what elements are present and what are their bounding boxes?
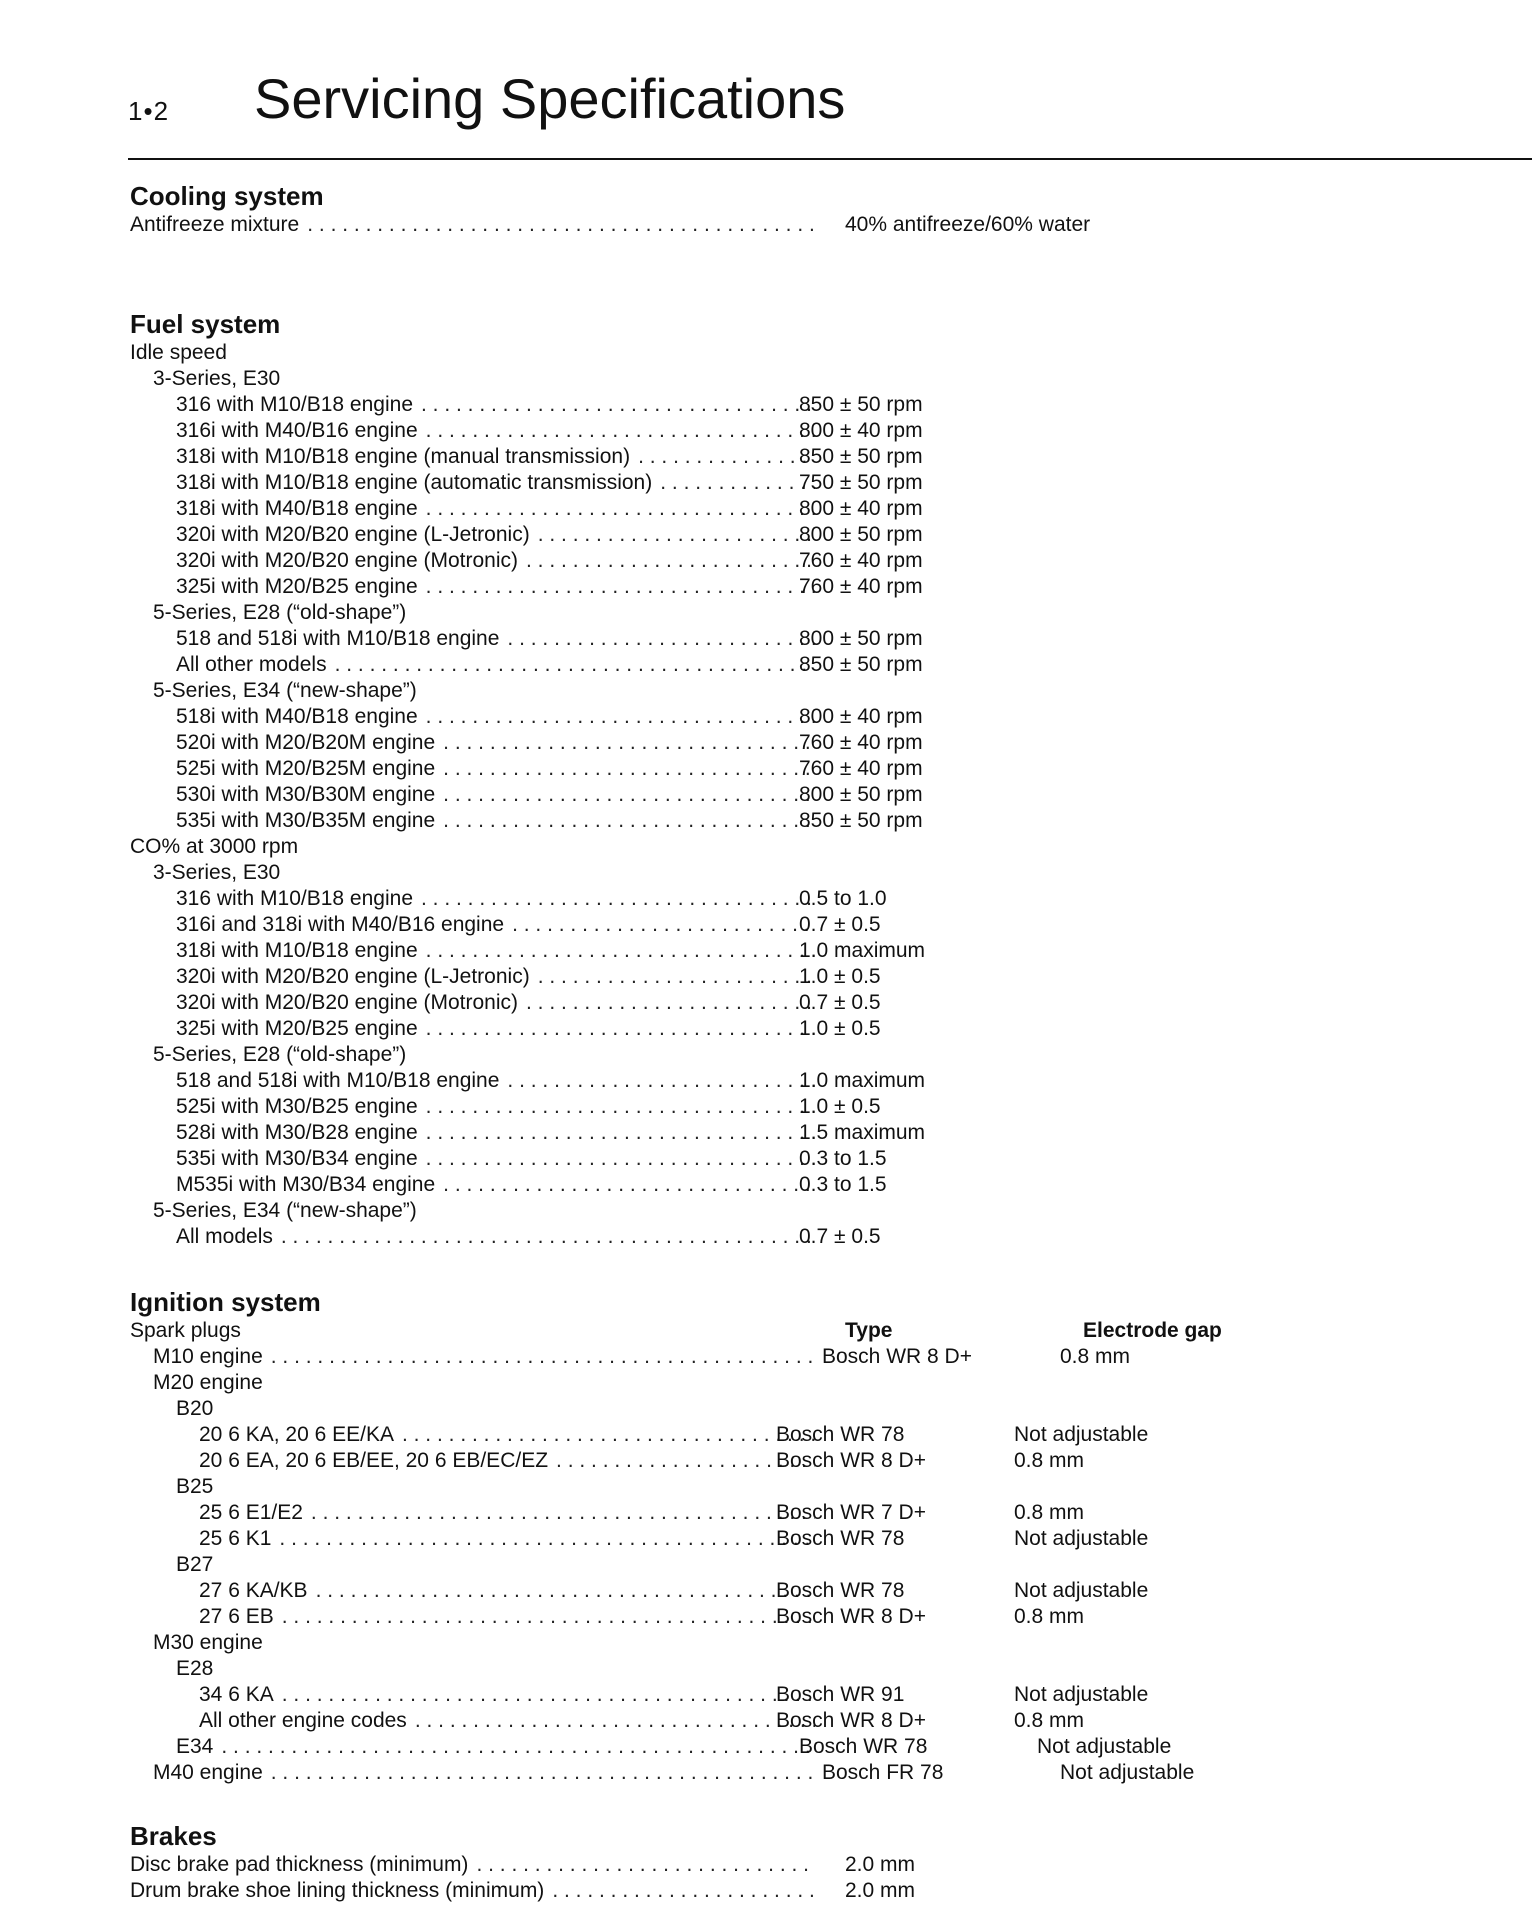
spec-row <box>130 704 1290 730</box>
spec-value-gap: Not adjustable <box>1014 1579 1149 1602</box>
section-title-brakes: Brakes <box>130 1821 217 1851</box>
page-title: Servicing Specifications <box>254 67 846 130</box>
dot-leader <box>426 496 815 522</box>
spec-value: 0.7 ± 0.5 <box>799 1225 881 1248</box>
spec-row <box>130 1146 1290 1172</box>
spec-row <box>130 1526 1290 1552</box>
column-header-type: Type <box>845 1319 893 1342</box>
dot-leader <box>221 1734 815 1760</box>
spec-row <box>130 782 1290 808</box>
dot-leader <box>311 1500 815 1526</box>
dot-leader <box>443 1172 815 1198</box>
spec-value-type: Bosch WR 78 <box>776 1527 905 1550</box>
dot-leader <box>426 574 815 600</box>
spec-value-type: Bosch WR 8 D+ <box>776 1449 926 1472</box>
spec-label: 530i with M30/B30M engine <box>176 783 436 806</box>
spec-label: Antifreeze mixture <box>130 213 300 236</box>
spec-value: 800 ± 50 rpm <box>799 523 923 546</box>
dot-leader <box>271 1344 815 1370</box>
dot-leader <box>421 392 815 418</box>
spec-subgroup-label: M30 engine <box>153 1631 263 1654</box>
spec-label: 316i with M40/B16 engine <box>176 419 418 442</box>
spec-value: 40% antifreeze/60% water <box>845 213 1091 236</box>
spec-row <box>130 574 1290 600</box>
spec-value: 800 ± 40 rpm <box>799 419 923 442</box>
dot-leader <box>421 886 815 912</box>
header-rule <box>128 158 1532 160</box>
spec-row <box>130 1760 1290 1786</box>
page-number: 1•2 <box>128 96 170 126</box>
spec-row <box>130 808 1290 834</box>
dot-leader <box>512 912 815 938</box>
spec-row <box>130 522 1290 548</box>
dot-leader <box>526 990 815 1016</box>
dot-leader <box>282 1682 815 1708</box>
dot-leader <box>538 964 815 990</box>
spec-label: 316 with M10/B18 engine <box>176 393 413 416</box>
spec-row <box>130 1578 1290 1604</box>
section-title-ignition: Ignition system <box>130 1287 321 1317</box>
spec-value: 760 ± 40 rpm <box>799 731 923 754</box>
spec-value: 1.0 ± 0.5 <box>799 1017 881 1040</box>
spec-row <box>130 444 1290 470</box>
spec-label: 316i and 318i with M40/B16 engine <box>176 913 505 936</box>
section-spacer <box>130 1250 1290 1286</box>
dot-leader <box>426 1146 815 1172</box>
dot-leader <box>281 1224 815 1250</box>
spec-label: 518 and 518i with M10/B18 engine <box>176 627 500 650</box>
spec-value-gap: 0.8 mm <box>1014 1709 1085 1732</box>
spec-row <box>130 496 1290 522</box>
spec-label: 34 6 KA <box>199 1683 274 1706</box>
spec-row <box>130 1422 1290 1448</box>
spec-row <box>130 1852 1290 1878</box>
spec-label: 320i with M20/B20 engine (Motronic) <box>176 991 519 1014</box>
spec-label: 525i with M20/B25M engine <box>176 757 436 780</box>
spec-row <box>130 548 1290 574</box>
spec-value-gap: 0.8 mm <box>1014 1605 1085 1628</box>
dot-leader <box>426 1094 815 1120</box>
spec-subgroup-label: 5-Series, E34 (“new-shape”) <box>153 679 417 702</box>
spec-label: 27 6 EB <box>199 1605 274 1628</box>
spec-value: 850 ± 50 rpm <box>799 809 923 832</box>
spec-value-gap: Not adjustable <box>1014 1683 1149 1706</box>
spec-subgroup-label: B20 <box>176 1397 214 1420</box>
dot-leader <box>402 1422 815 1448</box>
spec-value: 850 ± 50 rpm <box>799 653 923 676</box>
spec-value: 760 ± 40 rpm <box>799 575 923 598</box>
dot-leader <box>426 704 815 730</box>
spec-label: 518 and 518i with M10/B18 engine <box>176 1069 500 1092</box>
spec-row <box>130 626 1290 652</box>
spec-subgroup-label: 3-Series, E30 <box>153 367 281 390</box>
spec-subgroup-label: 5-Series, E28 (“old-shape”) <box>153 1043 407 1066</box>
spec-subgroup-label: 5-Series, E28 (“old-shape”) <box>153 601 407 624</box>
dot-leader <box>526 548 815 574</box>
spec-subgroup-label: B25 <box>176 1475 214 1498</box>
dot-leader <box>426 1016 815 1042</box>
spec-row <box>130 1500 1290 1526</box>
spec-label: All models <box>176 1225 273 1248</box>
spec-content <box>130 180 1290 1904</box>
dot-leader <box>443 730 815 756</box>
spec-group-label: Idle speed <box>130 341 227 364</box>
spec-label: M10 engine <box>153 1345 263 1368</box>
spec-label: 25 6 E1/E2 <box>199 1501 303 1524</box>
spec-value: 1.5 maximum <box>799 1121 926 1144</box>
spec-label: 325i with M20/B25 engine <box>176 575 418 598</box>
spec-value-type: Bosch WR 7 D+ <box>776 1501 926 1524</box>
spec-row <box>130 1682 1290 1708</box>
spec-subgroup-label: 5-Series, E34 (“new-shape”) <box>153 1199 417 1222</box>
spec-label: 518i with M40/B18 engine <box>176 705 418 728</box>
spec-value-type: Bosch WR 8 D+ <box>822 1345 972 1368</box>
spec-label: 520i with M20/B20M engine <box>176 731 436 754</box>
dot-leader <box>443 782 815 808</box>
spec-label: All other engine codes <box>199 1709 407 1732</box>
spec-row <box>130 990 1290 1016</box>
spec-label: 320i with M20/B20 engine (Motronic) <box>176 549 519 572</box>
spec-label: 528i with M30/B28 engine <box>176 1121 418 1144</box>
spec-label: 316 with M10/B18 engine <box>176 887 413 910</box>
dot-leader <box>426 1120 815 1146</box>
spec-value: 800 ± 40 rpm <box>799 705 923 728</box>
spec-value: 850 ± 50 rpm <box>799 393 923 416</box>
spec-row <box>130 212 1290 238</box>
spec-value-gap: 0.8 mm <box>1014 1449 1085 1472</box>
spec-value: 2.0 mm <box>845 1879 916 1902</box>
dot-leader <box>282 1604 815 1630</box>
dot-leader <box>279 1526 815 1552</box>
section-brakes <box>130 1820 1290 1904</box>
dot-leader <box>507 1068 815 1094</box>
spec-row <box>130 1016 1290 1042</box>
spec-row <box>130 1448 1290 1474</box>
spec-value: 0.7 ± 0.5 <box>799 991 881 1014</box>
spec-label: 525i with M30/B25 engine <box>176 1095 418 1118</box>
spec-value-gap: Not adjustable <box>1037 1735 1172 1758</box>
section-fuel <box>130 308 1290 1250</box>
dot-leader <box>476 1852 815 1878</box>
spec-group-label: Spark plugs <box>130 1319 241 1342</box>
spec-subgroup-label: E28 <box>176 1657 214 1680</box>
section-ignition <box>130 1286 1290 1786</box>
spec-value-type: Bosch WR 91 <box>776 1683 905 1706</box>
spec-row <box>130 1172 1290 1198</box>
section-title-cooling: Cooling system <box>130 181 324 211</box>
spec-row <box>130 1734 1290 1760</box>
spec-row <box>130 392 1290 418</box>
spec-label: 318i with M10/B18 engine (manual transmission) <box>176 445 631 468</box>
spec-row <box>130 756 1290 782</box>
spec-value: 0.5 to 1.0 <box>799 887 887 910</box>
spec-value-type: Bosch WR 8 D+ <box>776 1709 926 1732</box>
section-spacer <box>130 1786 1290 1820</box>
page-header <box>128 66 1532 162</box>
spec-value-type: Bosch WR 78 <box>799 1735 928 1758</box>
spec-label: 318i with M40/B18 engine <box>176 497 418 520</box>
spec-label: 320i with M20/B20 engine (L-Jetronic) <box>176 523 530 546</box>
spec-value-gap: Not adjustable <box>1060 1761 1195 1784</box>
spec-row <box>130 1068 1290 1094</box>
spec-label: M40 engine <box>153 1761 263 1784</box>
spec-label: 25 6 K1 <box>199 1527 272 1550</box>
dot-leader <box>415 1708 815 1734</box>
spec-value: 800 ± 40 rpm <box>799 497 923 520</box>
spec-subgroup-label: M20 engine <box>153 1371 263 1394</box>
spec-value: 0.3 to 1.5 <box>799 1147 887 1170</box>
dot-leader <box>638 444 815 470</box>
spec-label: 320i with M20/B20 engine (L-Jetronic) <box>176 965 530 988</box>
dot-leader <box>660 470 815 496</box>
dot-leader <box>271 1760 815 1786</box>
spec-row <box>130 1094 1290 1120</box>
spec-row <box>130 1604 1290 1630</box>
dot-leader <box>426 418 815 444</box>
spec-value-gap: Not adjustable <box>1014 1527 1149 1550</box>
spec-value: 850 ± 50 rpm <box>799 445 923 468</box>
spec-label: 27 6 KA/KB <box>199 1579 308 1602</box>
spec-row <box>130 1224 1290 1250</box>
spec-label: 20 6 EA, 20 6 EB/EE, 20 6 EB/EC/EZ <box>199 1449 549 1472</box>
column-header-gap: Electrode gap <box>1083 1319 1222 1342</box>
spec-value-type: Bosch FR 78 <box>822 1761 944 1784</box>
dot-leader <box>426 938 815 964</box>
spec-label: 535i with M30/B34 engine <box>176 1147 418 1170</box>
dot-leader <box>443 808 815 834</box>
spec-subgroup-label: B27 <box>176 1553 214 1576</box>
spec-row <box>130 886 1290 912</box>
spec-group-label: CO% at 3000 rpm <box>130 835 299 858</box>
spec-value: 750 ± 50 rpm <box>799 471 923 494</box>
spec-row <box>130 1708 1290 1734</box>
spec-value: 800 ± 50 rpm <box>799 627 923 650</box>
spec-label: All other models <box>176 653 327 676</box>
spec-value-type: Bosch WR 78 <box>776 1423 905 1446</box>
spec-value: 1.0 maximum <box>799 1069 926 1092</box>
spec-row <box>130 1344 1290 1370</box>
spec-value-type: Bosch WR 78 <box>776 1579 905 1602</box>
dot-leader <box>307 212 815 238</box>
dot-leader <box>552 1878 815 1904</box>
spec-row <box>130 938 1290 964</box>
spec-value: 1.0 maximum <box>799 939 926 962</box>
spec-row <box>130 730 1290 756</box>
spec-row <box>130 470 1290 496</box>
spec-row <box>130 912 1290 938</box>
spec-value: 1.0 ± 0.5 <box>799 1095 881 1118</box>
spec-value: 760 ± 40 rpm <box>799 757 923 780</box>
spec-label: E34 <box>176 1735 214 1758</box>
spec-row <box>130 652 1290 678</box>
spec-value: 1.0 ± 0.5 <box>799 965 881 988</box>
dot-leader <box>316 1578 815 1604</box>
spec-row <box>130 1878 1290 1904</box>
spec-row <box>130 1120 1290 1146</box>
spec-value: 0.7 ± 0.5 <box>799 913 881 936</box>
spec-label: Drum brake shoe lining thickness (minimum) <box>130 1879 545 1902</box>
spec-label: M535i with M30/B34 engine <box>176 1173 436 1196</box>
dot-leader <box>507 626 815 652</box>
spec-row <box>130 964 1290 990</box>
section-spacer <box>130 238 1290 308</box>
spec-value-gap: 0.8 mm <box>1060 1345 1131 1368</box>
dot-leader <box>538 522 815 548</box>
spec-label: 20 6 KA, 20 6 EE/KA <box>199 1423 394 1446</box>
spec-value-gap: 0.8 mm <box>1014 1501 1085 1524</box>
spec-value-type: Bosch WR 8 D+ <box>776 1605 926 1628</box>
spec-label: 318i with M10/B18 engine <box>176 939 418 962</box>
dot-leader <box>335 652 815 678</box>
spec-subgroup-label: 3-Series, E30 <box>153 861 281 884</box>
spec-value-gap: Not adjustable <box>1014 1423 1149 1446</box>
spec-label: Disc brake pad thickness (minimum) <box>130 1853 469 1876</box>
spec-value: 2.0 mm <box>845 1853 916 1876</box>
spec-value: 0.3 to 1.5 <box>799 1173 887 1196</box>
spec-label: 535i with M30/B35M engine <box>176 809 436 832</box>
section-title-fuel: Fuel system <box>130 309 281 339</box>
spec-label: 325i with M20/B25 engine <box>176 1017 418 1040</box>
section-cooling <box>130 180 1290 238</box>
spec-value: 800 ± 50 rpm <box>799 783 923 806</box>
spec-header-row <box>130 1318 1290 1344</box>
spec-value: 760 ± 40 rpm <box>799 549 923 572</box>
spec-row <box>130 418 1290 444</box>
spec-label: 318i with M10/B18 engine (automatic transmission) <box>176 471 653 494</box>
dot-leader <box>443 756 815 782</box>
